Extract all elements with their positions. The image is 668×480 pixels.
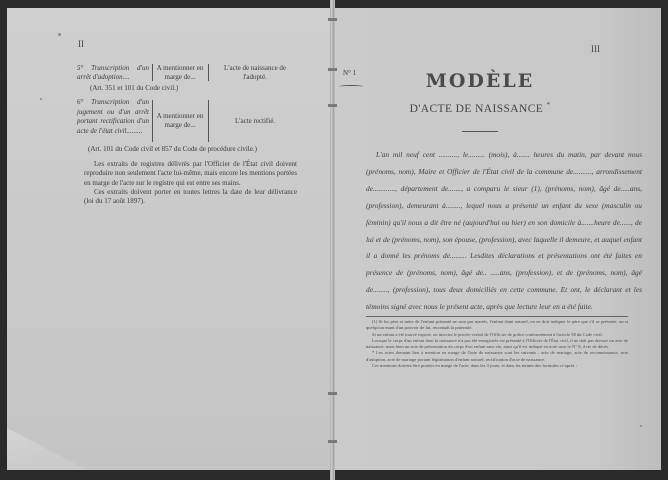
binding-stitch (328, 68, 337, 71)
book-gutter (330, 0, 335, 480)
binding-stitch (328, 392, 337, 395)
footnote-divider (366, 316, 628, 317)
page-number-left: II (78, 39, 84, 49)
paper-speck (640, 425, 642, 427)
model-number-flourish (339, 85, 363, 88)
binding-stitch (328, 104, 337, 107)
binding-stitch (328, 18, 337, 21)
subtitle-asterisk: * (546, 101, 551, 109)
model-number: N° 1 (343, 69, 357, 77)
entry-5-label: 5° Transcription d'un arrêt d'adoption.... (77, 64, 149, 81)
entry-5-reference: (Art. 351 et 101 du Code civil.) (90, 84, 179, 92)
extracts-paragraph: Les extraits de registres délivrés par l'Officier de l'État civil doivent reproduire non seulement l'acte lui-même, mais encore les mentions portées en marge de l'acte sur le registre qui est entre ses mains. (84, 160, 297, 187)
extracts-date-paragraph: Ces extraits doivent porter en toutes lettres la date de leur délivrance (loi du 17 août 1897). (84, 188, 297, 206)
entry-6-reference: (Art. 101 du Code civil et 857 du Code de procédure civile.) (88, 145, 257, 153)
entry-5-action: A mentionner en marge de... (156, 64, 204, 81)
birth-act-model-text: L'an mil neuf cent .........., le......... (mois), à....... heures du matin, par devant nous (prénoms, nom), Maire et Officier de l'État civil de la commune de.........., arrondissement de............, département de......., a comparu le sieur (1), (prénoms, nom), âgé de.....ans, (profession), demeurant à........, lequel nous a présenté un enfant du sexe (masculin ou féminin) qu'il nous a dit être né (aujourd'hui ou hier) en son domicile à.......heure de......, de lui et de (prénoms, nom), son épouse, (profession), avec laquelle il demeure, et auquel enfant il a donné les prénoms de......... Lesdites déclarations et présentations ont été faites en présence de (prénoms, nom), âgé de.. .....ans, (profession), et de (prénoms, nom), âgé de........, (profession), tous deux domiciliés en cette commune. Et ont, le déclarant et les témoins signé avec nous le présent acte, après que lecture leur en a été faite. (366, 150, 642, 312)
page-number-right: III (591, 44, 600, 54)
footnote-1: (1) Si les père et mère de l'enfant présenté ne sont pas mariés, l'enfant étant naturel, on ne doit indiquer le père que s'il se présente, ou si quelqu'un muni d'un pouvoir de lui, reconnaît la paternité. (366, 319, 628, 331)
paper-speck (40, 98, 42, 100)
subtitle-text: D'ACTE DE NAISSANCE (409, 102, 544, 115)
entry-6-label: 6° Transcription d'un jugement ou d'un arrêt portant rectification d'un acte de l'état civil......... (77, 98, 149, 135)
entry-6-target: L'acte rectifié. (234, 117, 276, 125)
entry-6-action: A mentionner en marge de... (156, 112, 204, 129)
binding-stitch (328, 440, 337, 443)
title-rule (462, 131, 498, 132)
page-title: MODÈLE (425, 70, 535, 92)
footnote-5: Ces mentions doivent être portées en marge de l'acte, dans les 3 jours, et dans les termes des formules ci-après : (372, 363, 577, 369)
paper-speck (58, 33, 61, 36)
footnotes (366, 319, 628, 369)
entry-5-target: L'acte de naissance de l'adopté. (223, 64, 287, 81)
footnote-3: Lorsque le corps d'un enfant dont la naissance n'a pas été enregistrée est présenté à l'Officier de l'État civil, il ne doit pas dresser un acte de naissance, mais bien un acte de présentation du corps d'un enfant sans vie, ainsi qu'il est indiqué en note sous le N° 8, Acte de décès. (366, 337, 628, 350)
page-subtitle (380, 101, 580, 115)
footnote-4: * Les actes donnant lieu à mention en marge de l'acte de naissance sont les suivants : acte de mariage, acte de reconnaissance, acte d'adoption, acte de mariage portant légitimation d'enfant naturel, rectification d'acte de naissance. (366, 350, 628, 362)
footnote-2: Si un enfant a été trouvé exposé, on inscrira le procès-verbal de l'Officier de police conformément à l'article 58 du Code civil. (372, 331, 603, 337)
